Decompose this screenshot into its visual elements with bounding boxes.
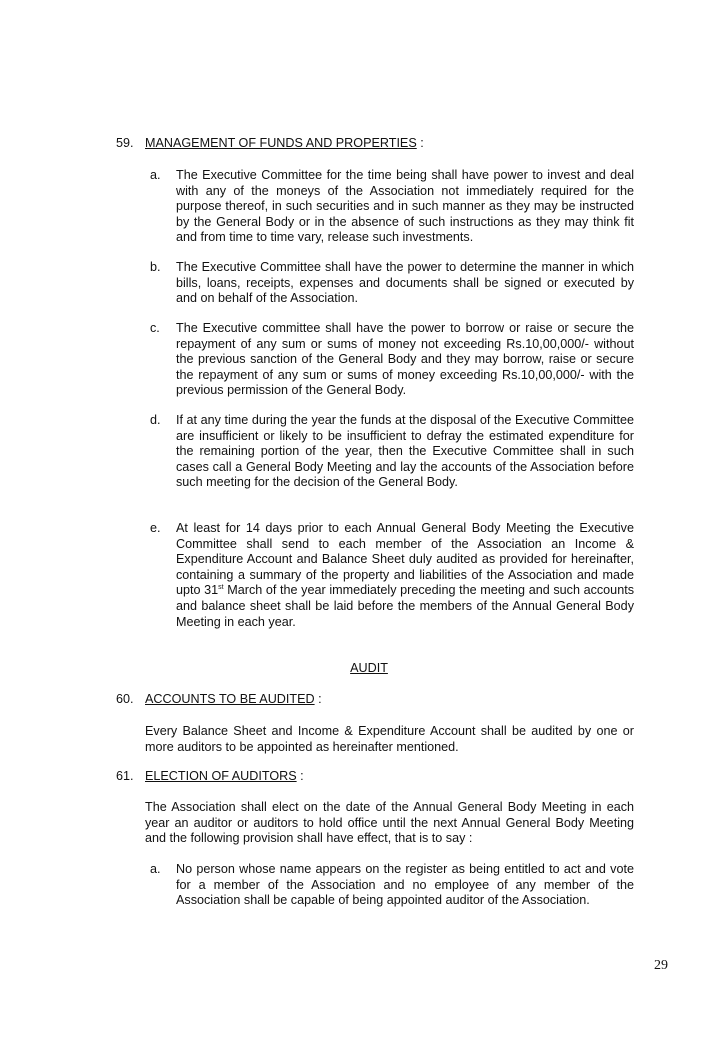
section-61-heading: [116, 769, 634, 785]
clause-text-part: At least for 14 days prior to each Annual General Body Meeting the Executive Committee shall send to each member of the Association an Income & Expenditure Account and Balance Sheet duly audited as provided for hereinafter, containing a summary of the property and liabilities of the Association and made upto 31: [176, 521, 634, 598]
section-title: ACCOUNTS TO BE AUDITED: [145, 692, 315, 706]
audit-heading-text: AUDIT: [350, 661, 388, 675]
section-59-heading: [116, 136, 634, 152]
clause-59d: [150, 413, 634, 491]
clause-text: No person whose name appears on the register as being entitled to act and vote for a member of the Association and no employee of any member of the Association shall be capable of being appointed auditor of the Association.: [176, 862, 634, 908]
page-number: 29: [654, 958, 668, 973]
section-title: MANAGEMENT OF FUNDS AND PROPERTIES: [145, 136, 417, 150]
clause-letter: a.: [150, 168, 161, 182]
clause-text: The Executive Committee for the time being shall have power to invest and deal with any of the moneys of the Association not immediately required for the purpose thereof, in such securities and in such manner as they may be instructed by the General Body or in the absence of such instructions as they may think fit and from time to time vary, release such investments.: [176, 168, 634, 245]
clause-letter: d.: [150, 413, 161, 427]
clause-59e: [150, 521, 634, 630]
clause-text: The Executive committee shall have the power to borrow or raise or secure the repayment of any sum or sums of money not exceeding Rs.10,00,000/- without the previous sanction of the General Body and they may borrow, raise or secure the repayment of any sum or sums of money exceeding Rs.10,00,000/- with the previous permission of the General Body.: [176, 321, 634, 398]
clause-letter: b.: [150, 260, 161, 274]
clause-text-part: March of the year immediately preceding the meeting and such accounts and balance sheet shall be laid before the members of the Annual General Body Meeting in each year.: [176, 583, 634, 629]
section-number: 60.: [116, 692, 134, 706]
section-number: 61.: [116, 769, 134, 783]
ordinal-suffix: st: [218, 584, 224, 592]
audit-heading: [0, 661, 728, 677]
section-60-heading: [116, 692, 634, 708]
section-61-text: The Association shall elect on the date of the Annual General Body Meeting in each year an auditor or auditors to hold office until the next Annual General Body Meeting and the following provision shall have effect, that is to say :: [145, 800, 634, 846]
section-title-suffix: :: [416, 136, 424, 150]
clause-61a: [150, 862, 634, 909]
clause-59a: [150, 168, 634, 246]
clause-text: [176, 521, 634, 630]
section-number: 59.: [116, 136, 134, 150]
section-60-text: Every Balance Sheet and Income & Expenditure Account shall be audited by one or more auditors to be appointed as hereinafter mentioned.: [145, 724, 634, 754]
clause-59b: [150, 260, 634, 307]
section-title-suffix: :: [296, 769, 304, 783]
section-title: ELECTION OF AUDITORS: [145, 769, 297, 783]
clause-letter: e.: [150, 521, 161, 535]
clause-text: If at any time during the year the funds at the disposal of the Executive Committee are insufficient or likely to be insufficient to defray the estimated expenditure for the remaining portion of the year, then the Executive Committee shall in such cases call a General Body Meeting and lay the accounts of the Association before such meeting for the decision of the General Body.: [176, 413, 634, 490]
clause-letter: c.: [150, 321, 160, 335]
section-title-suffix: :: [314, 692, 322, 706]
clause-text: The Executive Committee shall have the power to determine the manner in which bills, loans, receipts, expenses and documents shall be signed or executed by and on behalf of the Association.: [176, 260, 634, 306]
clause-59c: [150, 321, 634, 399]
clause-letter: a.: [150, 862, 161, 876]
